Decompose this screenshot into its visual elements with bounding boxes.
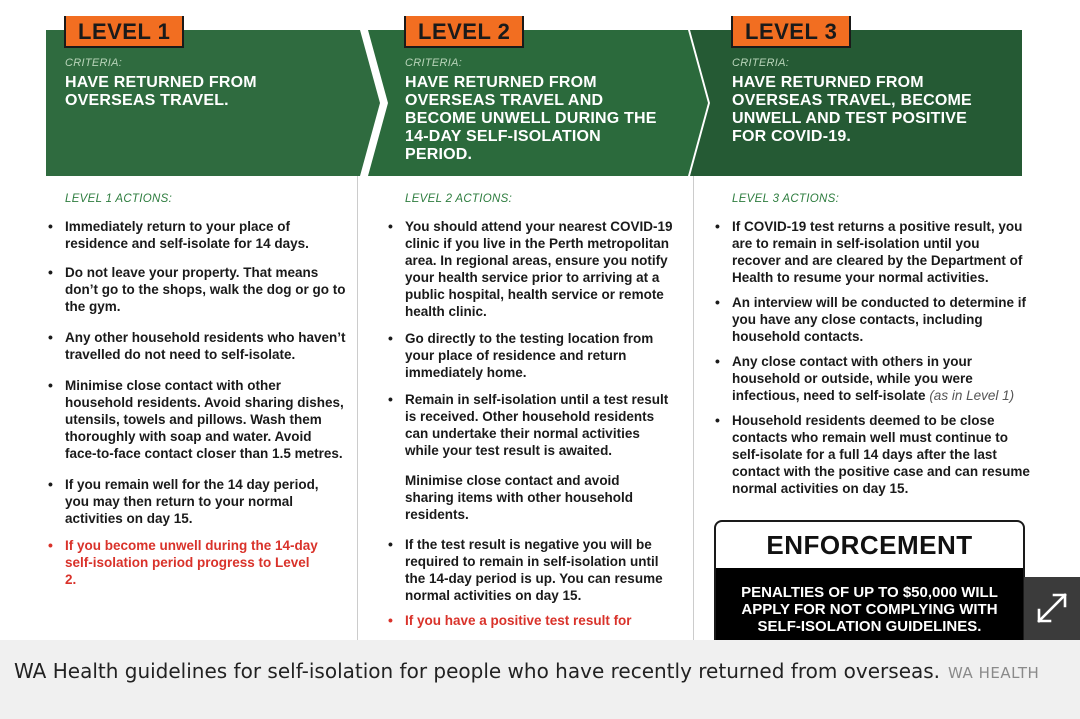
level-3-action-item: • Household residents deemed to be close contacts who remain well must continue to self-isolate for a full 14 days after the last contact with the positive case and can resume normal activities on day 15. [713, 412, 1031, 497]
level-2-action-item: • If the test result is negative you will be required to remain in self-isolation until the 14-day period is up. You can resume normal activities on day 15. [386, 536, 676, 604]
expand-button[interactable] [1024, 577, 1080, 640]
level-2-badge: LEVEL 2 [404, 16, 524, 48]
caption-text: WA Health guidelines for self-isolation for people who have recently returned from overseas. [14, 659, 941, 683]
level-1-action-item: • Do not leave your property. That means don’t go to the shops, walk the dog or go to the gym. [46, 264, 346, 315]
level-1-actions-heading: LEVEL 1 ACTIONS: [65, 193, 173, 205]
level-3-action-list [713, 218, 1038, 497]
level-2-actions-heading: LEVEL 2 ACTIONS: [405, 193, 513, 205]
column-divider-2 [693, 176, 694, 640]
column-divider-1 [357, 176, 358, 640]
level-1-action-item-progress: • If you become unwell during the 14-day self-isolation period progress to Level 2. [46, 537, 321, 588]
expand-icon [1036, 592, 1068, 624]
level-1-criteria-label: CRITERIA: [65, 57, 123, 69]
level-3-action-item: • An interview will be conducted to determine if you have any close contacts, including household contacts. [713, 294, 1038, 345]
level-1-action-item: • Minimise close contact with other household residents. Avoid sharing dishes, utensils, towels and pillows. Wash them thoroughly with soap and water. Avoid face-to-face contact closer than 1.5 metres. [46, 377, 346, 462]
level-2-action-item: • You should attend your nearest COVID-19 clinic if you live in the Perth metropolitan area. In regional areas, ensure you notify your health service prior to arriving at a public hospital, health service or remote health clinic. [386, 218, 676, 320]
level-2-criteria-text: HAVE RETURNED FROM OVERSEAS TRAVEL AND BECOME UNWELL DURING THE 14-DAY SELF-ISOLATION PERIOD. [405, 74, 657, 163]
level-2-action-item-positive: • If you have a positive test result for [386, 612, 676, 629]
level-3-criteria-text: HAVE RETURNED FROM OVERSEAS TRAVEL, BECOME UNWELL AND TEST POSITIVE FOR COVID-19. [732, 74, 972, 145]
level-1-action-item: • Any other household residents who haven’t travelled do not need to self-isolate. [46, 329, 346, 363]
level-3-actions-heading: LEVEL 3 ACTIONS: [732, 193, 840, 205]
level-2-action-item: Minimise close contact and avoid sharing items with other household residents. [405, 473, 634, 522]
image-caption [0, 640, 1080, 719]
level-1-criteria-text: HAVE RETURNED FROM OVERSEAS TRAVEL. [65, 74, 257, 109]
level-3-action-text: Any close contact with others in your household or outside, while you were infectious, need to self-isolate [732, 354, 973, 403]
level-2-action-list [386, 218, 676, 629]
level-1-action-item: • Immediately return to your place of residence and self-isolate for 14 days. [46, 218, 346, 252]
level-3-action-item [713, 353, 1038, 404]
level-2-criteria-label: CRITERIA: [405, 57, 463, 69]
enforcement-title: ENFORCEMENT [766, 530, 973, 560]
caption-credit: WA HEALTH [948, 664, 1040, 682]
level-1-action-item: • If you remain well for the 14 day period, you may then return to your normal activities on day 15. [46, 476, 346, 527]
enforcement-text: PENALTIES OF UP TO $50,000 WILL APPLY FOR NOT COMPLYING WITH SELF-ISOLATION GUIDELINES. [716, 568, 1023, 640]
level-3-action-item: • If COVID-19 test returns a positive result, you are to remain in self-isolation until you recover and are cleared by the Department of Health to resume your normal activities. [713, 218, 1031, 286]
level-2-action-item: • Go directly to the testing location from your place of residence and return immediately home. [386, 330, 676, 381]
enforcement-box [714, 520, 1025, 640]
level-1-badge: LEVEL 1 [64, 16, 184, 48]
level-1-action-list [46, 218, 346, 588]
level-3-badge: LEVEL 3 [731, 16, 851, 48]
level-3-action-note: (as in Level 1) [929, 388, 1015, 403]
level-2-action-item: • Remain in self-isolation until a test result is received. Other household residents can undertake their normal activities while your test result is awaited. [386, 391, 676, 459]
level-3-criteria-label: CRITERIA: [732, 57, 790, 69]
